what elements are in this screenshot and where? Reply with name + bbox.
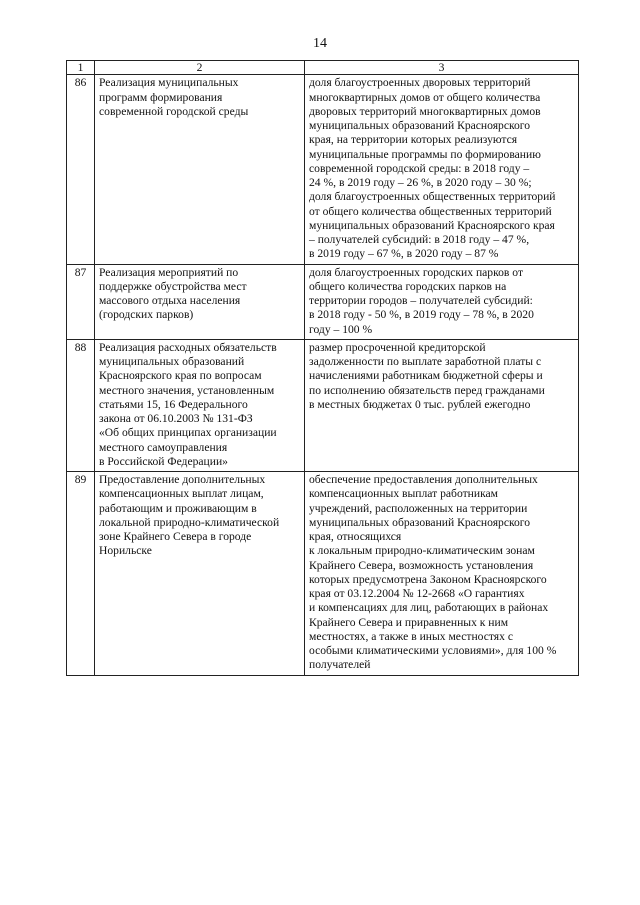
row-number: 89	[67, 472, 95, 676]
table-row	[67, 75, 579, 264]
measure-name: Предоставление дополнительных компенсационных выплат лицам, работающим и проживающим в локальной природно-климатической зоне Крайнего Севера в городе Норильске	[95, 472, 305, 676]
target-indicator: размер просроченной кредиторской задолженности по выплате заработной платы с начислениями работникам бюджетной сферы и по исполнению обязательств перед гражданами в местных бюджетах 0 тыс. рублей ежегодно	[305, 339, 579, 471]
column-header-1: 1	[67, 61, 95, 75]
target-indicator: доля благоустроенных дворовых территорий многоквартирных домов от общего количества дворовых территорий многоквартирных домов муниципальных образований Красноярского края, на территории которых реализуются муниципальные программы по формированию современной городской среды: в 2018 году – 24 %, в 2019 году – 26 %, в 2020 году – 30 %; доля благоустроенных общественных территорий от общего количества общественных территорий муниципальных образований Красноярского края – получателей субсидий: в 2018 году – 47 %, в 2019 году – 67 %, в 2020 году – 87 %	[305, 75, 579, 264]
target-indicator: обеспечение предоставления дополнительных компенсационных выплат работникам учреждений, расположенных на территории муниципальных образований Красноярского края, относящихся к локальным природно-климатическим зонам Крайнего Севера, возможность установления которых предусмотрена Законом Красноярского края от 03.12.2004 № 12-2668 «О гарантиях и компенсациях для лиц, работающих в районах Крайнего Севера и приравненных к ним местностях, а также в иных местностях с особыми климатическими условиями», для 100 % получателей	[305, 472, 579, 676]
table-header-row	[67, 61, 579, 75]
row-number: 86	[67, 75, 95, 264]
table-row	[67, 264, 579, 339]
measure-name: Реализация мероприятий по поддержке обустройства мест массового отдыха населения (городских парков)	[95, 264, 305, 339]
page-number: 14	[313, 36, 327, 51]
measure-name: Реализация расходных обязательств муниципальных образований Красноярского края по вопросам местного значения, установленным статьями 15, 16 Федерального закона от 06.10.2003 № 131-ФЗ «Об общих принципах организации местного самоуправления в Российской Федерации»	[95, 339, 305, 471]
column-header-3: 3	[305, 61, 579, 75]
row-number: 87	[67, 264, 95, 339]
indicators-table	[66, 60, 579, 676]
table-row	[67, 339, 579, 471]
measure-name: Реализация муниципальных программ формирования современной городской среды	[95, 75, 305, 264]
column-header-2: 2	[95, 61, 305, 75]
row-number: 88	[67, 339, 95, 471]
target-indicator: доля благоустроенных городских парков от общего количества городских парков на территории городов – получателей субсидий: в 2018 году - 50 %, в 2019 году – 78 %, в 2020 году – 100 %	[305, 264, 579, 339]
table-row	[67, 472, 579, 676]
